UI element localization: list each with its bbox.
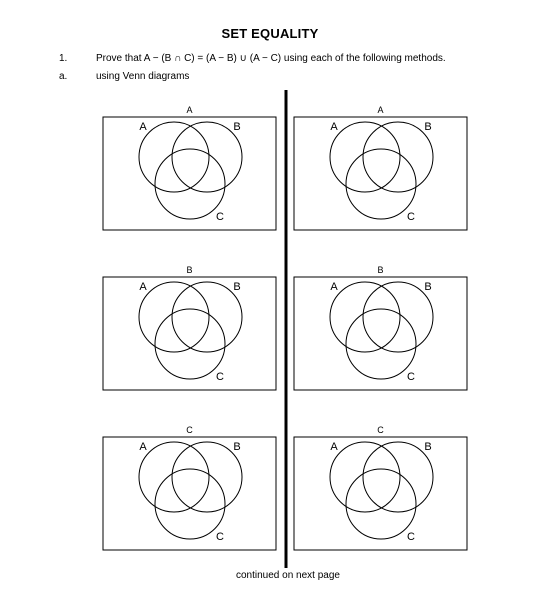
set-label-b: B <box>424 281 432 293</box>
set-label-a: A <box>139 281 147 293</box>
set-circle-b <box>172 282 242 352</box>
set-label-b: B <box>424 121 432 133</box>
venn-diagram <box>294 105 467 230</box>
set-circle-a <box>330 122 400 192</box>
set-circle-b <box>172 122 242 192</box>
venn-diagram <box>294 425 467 550</box>
set-label-a: A <box>330 281 338 293</box>
set-label-b: B <box>424 441 432 453</box>
set-label-a: A <box>330 121 338 133</box>
set-label-a: A <box>330 441 338 453</box>
venn-caption: A <box>377 105 384 115</box>
set-circle-b <box>172 442 242 512</box>
problem-number: 1. <box>59 53 68 64</box>
set-circle-a <box>139 442 209 512</box>
set-circle-a <box>330 442 400 512</box>
venn-caption: B <box>377 265 384 275</box>
set-circle-a <box>139 122 209 192</box>
universal-set-rectangle <box>294 437 467 550</box>
venn-diagram <box>103 105 276 230</box>
set-circle-a <box>330 282 400 352</box>
venn-caption: C <box>377 425 384 435</box>
set-circle-c <box>155 149 225 219</box>
set-label-a: A <box>139 121 147 133</box>
venn-caption: B <box>186 265 193 275</box>
set-circle-b <box>363 282 433 352</box>
venn-caption: A <box>186 105 193 115</box>
universal-set-rectangle <box>294 277 467 390</box>
continued-note: continued on next page <box>236 570 340 581</box>
universal-set-rectangle <box>103 437 276 550</box>
set-label-c: C <box>216 531 224 543</box>
set-circle-b <box>363 442 433 512</box>
set-label-b: B <box>233 441 241 453</box>
universal-set-rectangle <box>103 277 276 390</box>
set-circle-a <box>139 282 209 352</box>
venn-diagram <box>294 265 467 390</box>
set-label-c: C <box>407 371 415 383</box>
set-label-c: C <box>407 531 415 543</box>
set-circle-c <box>155 309 225 379</box>
universal-set-rectangle <box>103 117 276 230</box>
part-instruction: using Venn diagrams <box>96 71 190 82</box>
set-label-c: C <box>216 211 224 223</box>
problem-statement: Prove that A − (B ∩ C) = (A − B) ∪ (A − C) using each of the following methods. <box>96 53 446 64</box>
venn-caption: C <box>186 425 193 435</box>
part-letter: a. <box>59 71 68 82</box>
venn-diagram <box>103 425 276 550</box>
set-label-c: C <box>216 371 224 383</box>
page-title: SET EQUALITY <box>221 26 319 41</box>
set-circle-c <box>346 469 416 539</box>
set-label-b: B <box>233 121 241 133</box>
venn-diagram <box>103 265 276 390</box>
set-label-c: C <box>407 211 415 223</box>
set-label-a: A <box>139 441 147 453</box>
set-circle-c <box>346 309 416 379</box>
set-circle-b <box>363 122 433 192</box>
set-circle-c <box>346 149 416 219</box>
set-circle-c <box>155 469 225 539</box>
universal-set-rectangle <box>294 117 467 230</box>
set-label-b: B <box>233 281 241 293</box>
